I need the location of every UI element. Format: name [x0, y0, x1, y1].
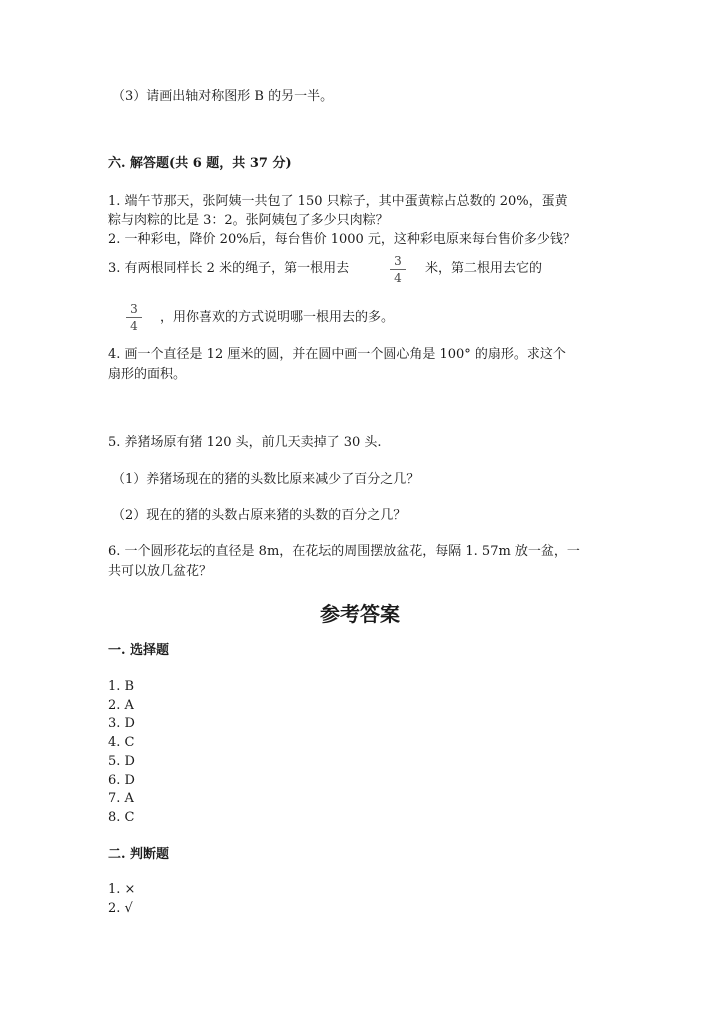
answer-item: 2. √	[108, 901, 133, 916]
part3-instruction: （3）请画出轴对称图形 B 的另一半。	[112, 89, 334, 104]
q4-line1: 4. 画一个直径是 12 厘米的圆，并在圆中画一个圆心角是 100° 的扇形。求这个	[108, 347, 566, 362]
answer-item: 5. D	[108, 754, 135, 769]
answer-item: 1. B	[108, 679, 135, 694]
q3-fraction-2	[126, 302, 142, 333]
answers-section1-heading: 一. 选择题	[108, 643, 170, 658]
section6-heading: 六. 解答题(共 6 题，共 37 分)	[108, 156, 292, 171]
q4-line2: 扇形的面积。	[108, 367, 187, 382]
q3-part1: 3. 有两根同样长 2 米的绳子，第一根用去	[108, 261, 350, 276]
q6-line2: 共可以放几盆花？	[108, 564, 213, 579]
answer-item: 1. ×	[108, 882, 136, 897]
answers-title: 参考答案	[320, 602, 400, 626]
answer-item: 6. D	[108, 773, 135, 788]
answer-item: 8. C	[108, 810, 135, 825]
q3-fraction-1	[390, 254, 406, 285]
fraction-bar	[126, 317, 142, 318]
fraction-bar	[390, 269, 406, 270]
q6-line1: 6. 一个圆形花坛的直径是 8m，在花坛的周围摆放盆花，每隔 1. 57m 放一盆，一	[108, 544, 580, 559]
q1-line2: 粽与肉粽的比是 3：2。张阿姨包了多少只肉粽？	[108, 213, 389, 228]
q2: 2. 一种彩电，降价 20%后，每台售价 1000 元，这种彩电原来每台售价多少钱？	[108, 232, 576, 247]
q5-sub1: （1）养猪场现在的猪的头数比原来减少了百分之几？	[112, 472, 420, 487]
answers-section2-heading: 二. 判断题	[108, 847, 170, 862]
fraction-denominator: 4	[394, 271, 402, 285]
fraction-numerator: 3	[130, 302, 138, 316]
fraction-numerator: 3	[394, 254, 402, 268]
answer-item: 7. A	[108, 791, 134, 806]
answer-item: 3. D	[108, 716, 135, 731]
answer-item: 2. A	[108, 698, 134, 713]
fraction-denominator: 4	[130, 319, 138, 333]
q3-part2: 米，第二根用去它的	[425, 261, 543, 276]
answer-item: 4. C	[108, 735, 135, 750]
q1-line1: 1. 端午节那天，张阿姨一共包了 150 只粽子，其中蛋黄粽占总数的 20%，蛋黄	[108, 194, 568, 209]
q5-sub2: （2）现在的猪的头数占原来猪的头数的百分之几？	[112, 508, 407, 523]
q3-part3: ，用你喜欢的方式说明哪一根用去的多。	[160, 310, 395, 325]
q5: 5. 养猪场原有猪 120 头，前几天卖掉了 30 头.	[108, 435, 382, 450]
